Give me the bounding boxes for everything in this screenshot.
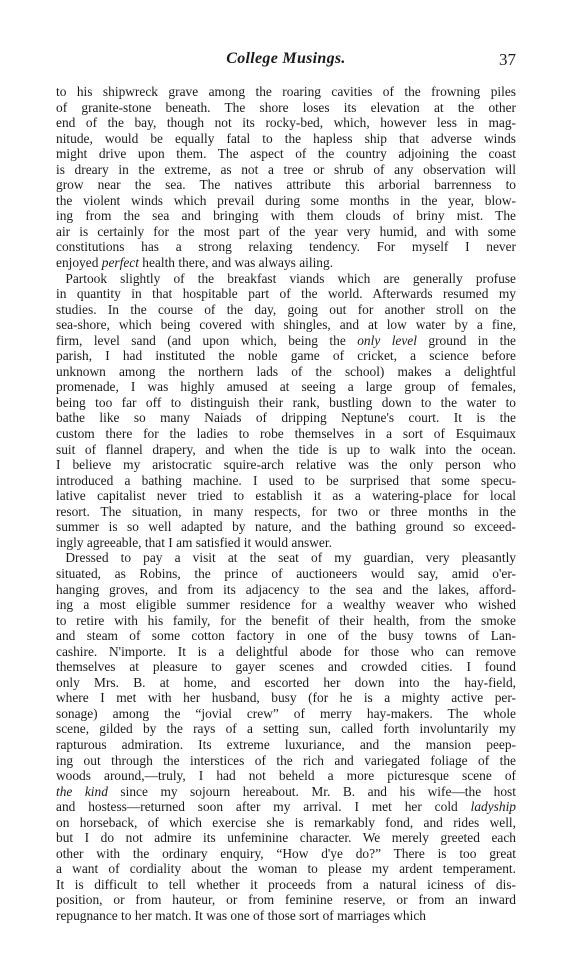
text-segment: nitude, would be equally fatal to the hapless ship that adverse winds bbox=[56, 130, 516, 146]
text-line bbox=[56, 504, 516, 520]
text-segment: constitutions has a strong relaxing tendency. For myself I never bbox=[56, 239, 516, 255]
text-line bbox=[56, 892, 516, 908]
text-segment: air is certainly for the most part of the year very humid, and with some bbox=[56, 223, 516, 239]
text-line bbox=[56, 519, 516, 535]
text-segment: end of the bay, though not its rocky-bed, which, however less in mag- bbox=[56, 115, 516, 131]
running-title: College Musings. bbox=[226, 50, 346, 67]
running-head bbox=[56, 50, 516, 72]
text-line bbox=[56, 908, 516, 924]
paragraph bbox=[56, 550, 516, 923]
text-line bbox=[56, 146, 516, 162]
text-segment: lative capitalist never tried to establish it as a watering-place for local bbox=[56, 488, 516, 504]
text-segment: and steam of some cotton factory in one of the busy towns of Lan- bbox=[56, 628, 516, 644]
text-segment: ingly agreeable, that I am satisfied it would answer. bbox=[56, 534, 332, 550]
text-segment: being too far off to distinguish their rank, bustling down to the water to bbox=[56, 394, 516, 410]
text-line bbox=[56, 317, 516, 333]
text-segment: grow near the sea. The natives attribute this arborial barrenness to bbox=[56, 177, 516, 193]
text-segment: the violent winds which prevail during some months in the year, blow- bbox=[56, 192, 516, 208]
text-segment: Partook slightly of the breakfast viands which are generally profuse bbox=[65, 270, 516, 286]
text-line bbox=[56, 675, 516, 691]
text-line bbox=[56, 768, 516, 784]
text-line bbox=[56, 162, 516, 178]
text-segment: on horseback, of which exercise she is remarkably fond, and rides well, bbox=[56, 814, 516, 830]
text-segment: suit of flannel drapery, and when the tide is up to walk into the ocean. bbox=[56, 441, 516, 457]
text-line bbox=[56, 457, 516, 473]
italic-text: perfect bbox=[101, 255, 139, 271]
text-line bbox=[56, 877, 516, 893]
text-segment: cashire. N'importe. It is a delightful abode for those who can remove bbox=[56, 643, 516, 659]
text-segment: repugnance to her match. It was one of those sort of marriages which bbox=[56, 907, 426, 923]
text-segment: health there, and was always ailing. bbox=[138, 255, 334, 271]
text-segment: resort. The situation, in many respects, for two or three months in the bbox=[56, 503, 516, 519]
text-segment: might drive upon them. The aspect of the country adjoining the coast bbox=[56, 146, 516, 162]
text-line bbox=[56, 566, 516, 582]
text-segment: to retire with his family, for the benefit of their health, from the smoke bbox=[56, 612, 516, 628]
italic-text: ladyship bbox=[470, 799, 516, 815]
text-segment: It is difficult to tell whether it proceeds from a natural iciness of dis- bbox=[56, 876, 516, 892]
text-segment: I believe my aristocratic squire-arch relative was the only person who bbox=[56, 457, 516, 473]
text-line bbox=[56, 597, 516, 613]
text-segment: parish, I had instituted the noble game of cricket, a science before bbox=[56, 348, 516, 364]
text-line bbox=[56, 861, 516, 877]
text-segment: ground in the bbox=[416, 332, 516, 348]
text-line bbox=[56, 224, 516, 240]
text-segment: bathe like so many Naiads of dripping Neptune's court. It is the bbox=[56, 410, 516, 426]
text-segment: woods around,—truly, I had not beheld a more picturesque scene of bbox=[56, 768, 516, 784]
text-segment: studies. In the course of the day, going out for another stroll on the bbox=[56, 301, 516, 317]
text-line bbox=[56, 131, 516, 147]
text-segment: other with the ordinary enquiry, “How d'ye do?” There is too great bbox=[56, 845, 516, 861]
text-segment: Dressed to pay a visit at the seat of my guardian, very pleasantly bbox=[65, 550, 516, 566]
paragraph bbox=[56, 84, 516, 271]
text-line bbox=[56, 410, 516, 426]
text-line bbox=[56, 721, 516, 737]
text-line bbox=[56, 100, 516, 116]
text-segment: scene, gilded by the rays of a setting sun, called forth involuntarily my bbox=[56, 721, 516, 737]
text-line bbox=[56, 84, 516, 100]
text-segment: introduced a bathing machine. I used to be surprised that some specu- bbox=[56, 472, 516, 488]
text-line bbox=[56, 442, 516, 458]
italic-text: only level bbox=[357, 332, 417, 348]
text-segment: sonage) among the “jovial crew” of merry hay-makers. The whole bbox=[56, 705, 516, 721]
text-line bbox=[56, 208, 516, 224]
text-line bbox=[56, 815, 516, 831]
text-segment: summer is so well adapted by nature, and the bathing ground so exceed- bbox=[56, 519, 516, 535]
text-line bbox=[56, 348, 516, 364]
body-text bbox=[56, 84, 516, 924]
text-line bbox=[56, 286, 516, 302]
text-segment: themselves at pleasure to gayer scenes and crowded cities. I found bbox=[56, 659, 516, 675]
text-line bbox=[56, 737, 516, 753]
text-segment: only Mrs. B. at home, and escorted her down into the hay-field, bbox=[56, 674, 516, 690]
text-line bbox=[56, 177, 516, 193]
text-line bbox=[56, 255, 516, 271]
text-line bbox=[56, 395, 516, 411]
text-segment: rapturous admiration. Its extreme luxuriance, and the mansion peep- bbox=[56, 736, 516, 752]
text-segment: hanging groves, and from its adjacency to the sea and the lakes, afford- bbox=[56, 581, 516, 597]
text-line bbox=[56, 271, 516, 287]
text-segment: enjoyed bbox=[56, 255, 102, 271]
text-segment: but I do not admire its unfeminine character. We merely greeted each bbox=[56, 830, 516, 846]
text-segment: promenade, I was highly amused at seeing a large group of females, bbox=[56, 379, 516, 395]
text-line bbox=[56, 473, 516, 489]
text-line bbox=[56, 753, 516, 769]
text-line bbox=[56, 799, 516, 815]
text-line bbox=[56, 582, 516, 598]
text-segment: ing a most eligible summer residence for a wealthy weaver who wished bbox=[56, 597, 516, 613]
text-segment: sea-shore, which being covered with shingles, and at low water by a fine, bbox=[56, 317, 516, 333]
text-segment: of granite-stone beneath. The shore loses its elevation at the other bbox=[56, 99, 516, 115]
text-line bbox=[56, 193, 516, 209]
italic-text: the kind bbox=[56, 783, 108, 799]
text-line bbox=[56, 488, 516, 504]
text-line bbox=[56, 550, 516, 566]
text-segment: ing from the sea and bringing with them clouds of briny mist. The bbox=[56, 208, 516, 224]
text-segment: situated, as Robins, the prince of auctioneers would say, amid o'er- bbox=[56, 565, 516, 581]
text-line bbox=[56, 846, 516, 862]
text-line bbox=[56, 628, 516, 644]
paragraph bbox=[56, 271, 516, 551]
text-line bbox=[56, 784, 516, 800]
text-line bbox=[56, 115, 516, 131]
text-segment: custom there for the ladies to robe themselves in a sort of Esquimaux bbox=[56, 426, 516, 442]
text-line bbox=[56, 613, 516, 629]
text-segment: is dreary in the extreme, as not a tree or shrub of any observation will bbox=[56, 161, 516, 177]
text-line bbox=[56, 830, 516, 846]
text-line bbox=[56, 426, 516, 442]
page-number: 37 bbox=[499, 50, 516, 69]
text-line bbox=[56, 644, 516, 660]
text-line bbox=[56, 690, 516, 706]
text-segment: unknown among the northern lads of the school) makes a delightful bbox=[56, 363, 516, 379]
text-segment: since my sojourn hereabout. Mr. B. and his wife—the host bbox=[107, 783, 516, 799]
text-segment: to his shipwreck grave among the roaring cavities of the frowning piles bbox=[56, 84, 516, 99]
text-line bbox=[56, 239, 516, 255]
text-segment: where I met with her husband, busy (for he is a mighty active per- bbox=[56, 690, 516, 706]
text-line bbox=[56, 333, 516, 349]
text-line bbox=[56, 706, 516, 722]
text-line bbox=[56, 364, 516, 380]
text-line bbox=[56, 302, 516, 318]
text-segment: firm, level sand (and upon which, being the bbox=[56, 332, 358, 348]
text-line bbox=[56, 379, 516, 395]
text-line bbox=[56, 535, 516, 551]
text-segment: position, or from hauteur, or from feminine reserve, or from an inward bbox=[56, 892, 516, 908]
text-line bbox=[56, 659, 516, 675]
text-segment: in quantity in that hospitable part of the world. Afterwards resumed my bbox=[56, 286, 516, 302]
text-segment: and hostess—returned soon after my arrival. I met her cold bbox=[56, 799, 471, 815]
text-segment: a want of cordiality about the woman to please my ardent temperament. bbox=[56, 861, 516, 877]
text-segment: ing out through the interstices of the rich and variegated foliage of the bbox=[56, 752, 516, 768]
